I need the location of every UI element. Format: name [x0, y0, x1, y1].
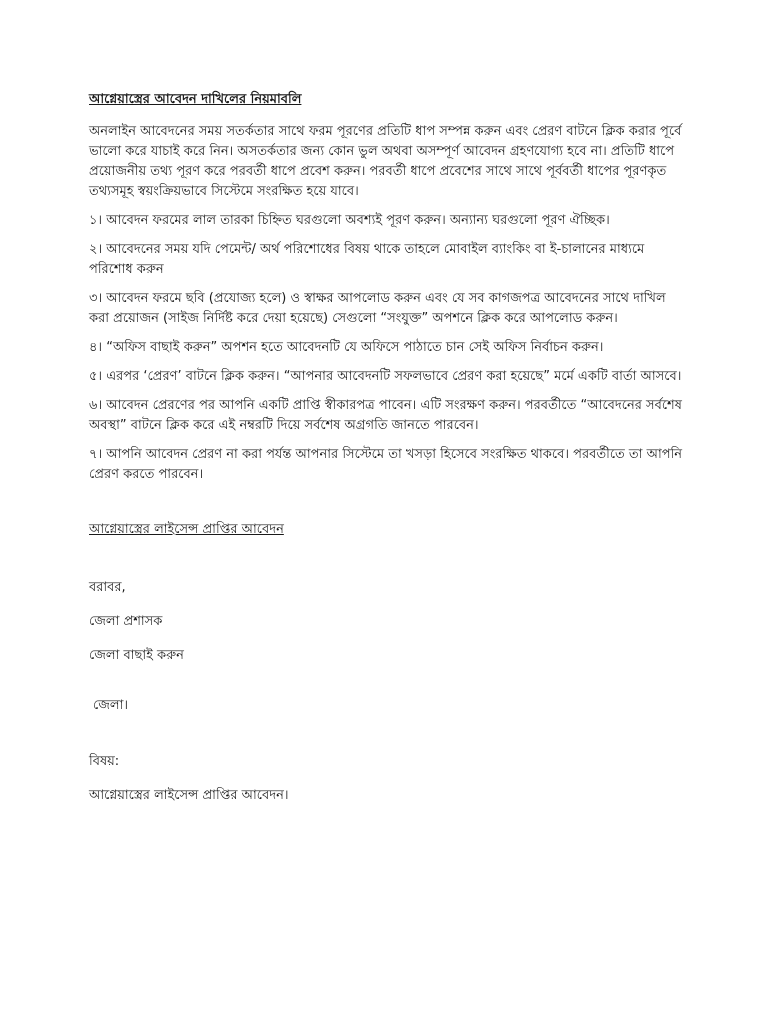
rule-item: ২। আবেদনের সময় যদি পেমেন্ট/ অর্থ পরিশোধের বিষয় থাকে তাহলে মোবাইল ব্যাংকিং বা ই-চালানের মাধ্যমে পরিশোধ করুন [89, 242, 645, 277]
district-select[interactable]: জেলা বাছাই করুন [89, 648, 184, 663]
rule-item: ১। আবেদন ফরমের লাল তারকা চিহ্নিত ঘরগুলো অবশ্যই পূরণ করুন। অন্যান্য ঘরগুলো পূরণ ঐচ্ছিক। [89, 213, 610, 228]
address-to: বরাবর, [89, 580, 126, 595]
rules-heading: আগ্নেয়াস্ত্রের আবেদন দাখিলের নিয়মাবলি [89, 92, 302, 107]
rule-item: ৪। “অফিস বাছাই করুন” অপশন হতে আবেদনটি যে অফিসে পাঠাতে চান সেই অফিস নির্বাচন করুন। [89, 340, 604, 355]
intro-paragraph: অনলাইন আবেদনের সময় সতর্কতার সাথে ফরম পূরণের প্রতিটি ধাপ সম্পন্ন করুন এবং প্রেরণ বাটনে ক্লিক করার পূর্বে ভালো করে যাচাই করে নিন। অসতর্কতার জন্য কোন ভুল অথবা অসম্পূর্ণ আবেদন গ্রহণযোগ্য হবে না। প্রতিটি ধাপে প্রয়োজনীয় তথ্য পূরণ করে পরবর্তী ধাপে প্রবেশ করুন। পরবর্তী ধাপে প্রবেশের সাথে সাথে পূর্ববর্তী ধাপের পূরণকৃত তথ্যসমূহ স্বয়ংক্রিয়ভাবে সিস্টেমে সংরক্ষিত হয়ে যাবে। [89, 124, 682, 199]
document-page [89, 90, 689, 820]
rule-item: ৩। আবেদন ফরমে ছবি (প্রযোজ্য হলে) ও স্বাক্ষর আপলোড করুন এবং যে সব কাগজপত্র আবেদনের সাথে দাখিল করা প্রয়োজন (সাইজ নির্দিষ্ট করে দেয়া হয়েছে) সেগুলো “সংযুক্ত” অপশনে ক্লিক করে আপলোড করুন। [89, 291, 666, 326]
form-title: আগ্নেয়াস্ত্রের লাইসেন্স প্রাপ্তির আবেদন [89, 522, 284, 537]
district-suffix: জেলা। [93, 698, 129, 713]
rule-item: ৬। আবেদন প্রেরণের পর আপনি একটি প্রাপ্তি স্বীকারপত্র পাবেন। এটি সংরক্ষণ করুন। পরবর্তীতে “আবেদনের সর্বশেষ অবস্থা” বাটনে ক্লিক করে এই নম্বরটি দিয়ে সর্বশেষ অগ্রগতি জানতে পারবেন। [89, 398, 682, 433]
rule-item: ৫। এরপর ‘প্রেরণ’ বাটনে ক্লিক করুন। “আপনার আবেদনটি সফলভাবে প্রেরণ করা হয়েছে” মর্মে একটি বার্তা আসবে। [89, 369, 682, 384]
subject-label: বিষয়: [89, 754, 120, 769]
rule-item: ৭। আপনি আবেদন প্রেরণ না করা পর্যন্ত আপনার সিস্টেমে তা খসড়া হিসেবে সংরক্ষিত থাকবে। পরবর্তীতে তা আপনি প্রেরণ করতে পারবেন। [89, 447, 683, 482]
subject-text: আগ্নেয়াস্ত্রের লাইসেন্স প্রাপ্তির আবেদন। [89, 788, 289, 803]
address-officer: জেলা প্রশাসক [89, 614, 163, 629]
